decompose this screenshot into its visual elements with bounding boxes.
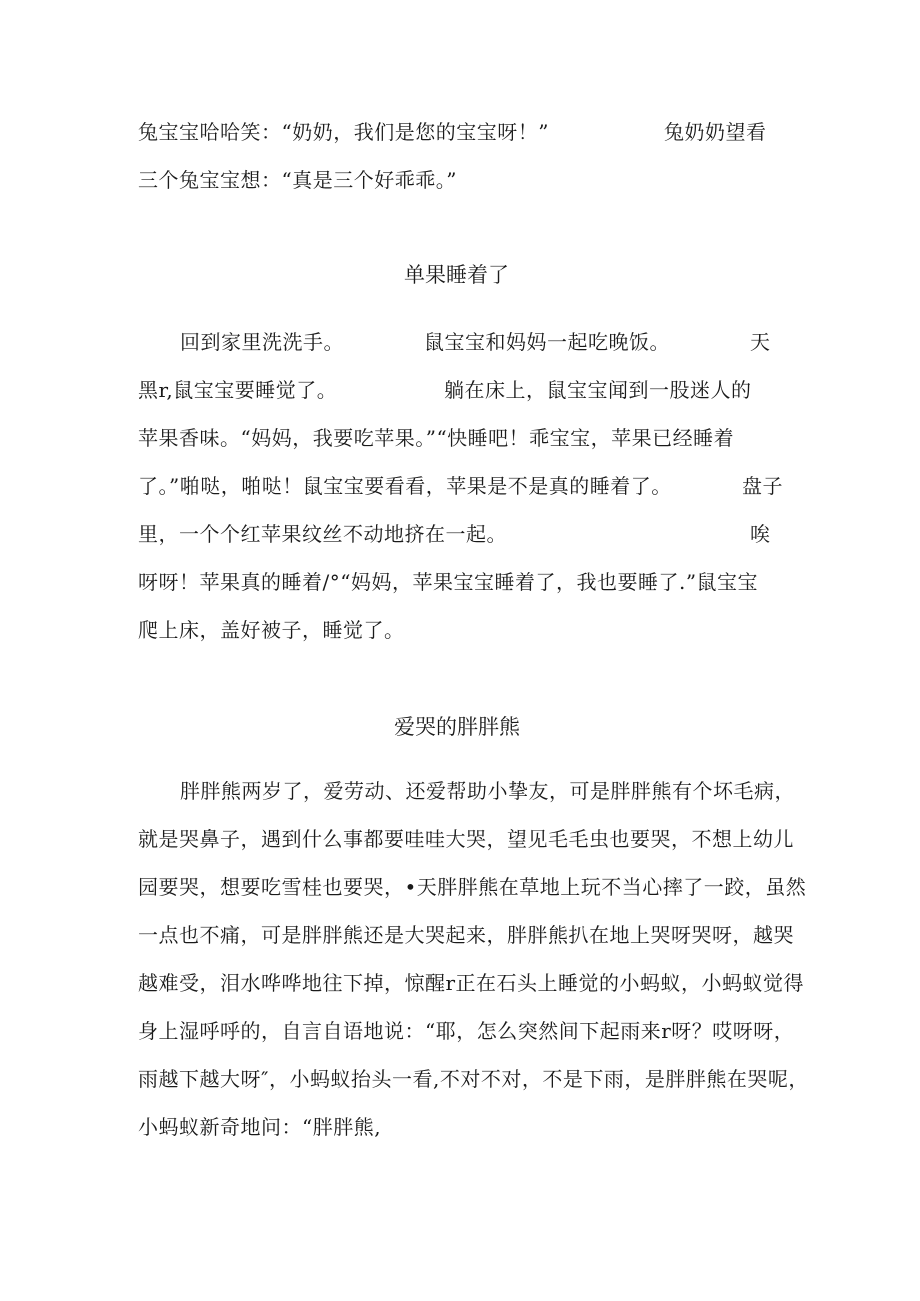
- story3-line-8: 小蚂蚁新奇地问：“胖胖熊,: [138, 1115, 382, 1139]
- story1-line-2: 兔奶奶望看: [664, 120, 767, 144]
- story2-line-11: 呀呀！苹果真的睡着/°“妈妈，苹果宝宝睡着了，我也要睡了.”鼠宝宝: [138, 570, 759, 594]
- story2-line-10: 唉: [750, 522, 771, 546]
- story2-line-6: 苹果香味。“妈妈，我要吃苹果。”“快睡吧！乖宝宝，苹果已经睡着: [138, 426, 735, 450]
- story2-line-12: 爬上床，盖好被子，睡觉了。: [138, 618, 405, 642]
- story2-line-2: 鼠宝宝和妈妈一起吃晚饭。: [424, 330, 670, 354]
- story2-line-1: 回到家里洗洗手。: [180, 330, 344, 354]
- story1-line-1: 兔宝宝哈哈笑：“奶奶，我们是您的宝宝呀！”: [138, 120, 549, 144]
- story3-line-7: 雨越下越大呀″，小蚂蚁抬头一看,不对不对，不是下雨，是胖胖熊在哭呢，: [138, 1067, 809, 1091]
- story3-line-4: 一点也不痛，可是胖胖熊还是大哭起来，胖胖熊扒在地上哭呀哭呀，越哭: [138, 923, 794, 947]
- story3-line-1: 胖胖熊两岁了，爱劳动、还爱帮助小挚友，可是胖胖熊有个坏毛病，: [180, 779, 795, 803]
- story2-line-5: 躺在床上，鼠宝宝闻到一股迷人的: [444, 378, 752, 402]
- story2-line-3: 天: [750, 330, 771, 354]
- story3-line-5: 越难受，泪水哗哗地往下掉，惊醒r正在石头上睡觉的小蚂蚁，小蚂蚁觉得: [138, 971, 805, 995]
- story1-line-3: 三个兔宝宝想：“真是三个好乖乖。”: [138, 168, 457, 192]
- story2-line-8: 盘子: [742, 474, 783, 498]
- story2-line-4: 黑r,鼠宝宝要睡觉了。: [138, 378, 338, 402]
- story3-title: 爱哭的胖胖熊: [394, 715, 520, 739]
- story3-line-2: 就是哭鼻子，遇到什么事都要哇哇大哭，望见毛毛虫也要哭，不想上幼儿: [138, 827, 794, 851]
- story2-line-9: 里，一个个红苹果纹丝不动地挤在一起。: [138, 522, 507, 546]
- story2-title: 单果睡着了: [404, 263, 509, 287]
- story2-line-7: 了。”啪哒，啪哒！鼠宝宝要看看，苹果是不是真的睡着了。: [138, 474, 672, 498]
- story3-line-6: 身上湿呼呼的，自言自语地说：“耶，怎么突然间下起雨来r呀？哎呀呀，: [138, 1019, 795, 1043]
- story3-line-3: 园要哭，想要吃雪桂也要哭，•天胖胖熊在草地上玩不当心摔了一跤，虽然: [138, 875, 807, 899]
